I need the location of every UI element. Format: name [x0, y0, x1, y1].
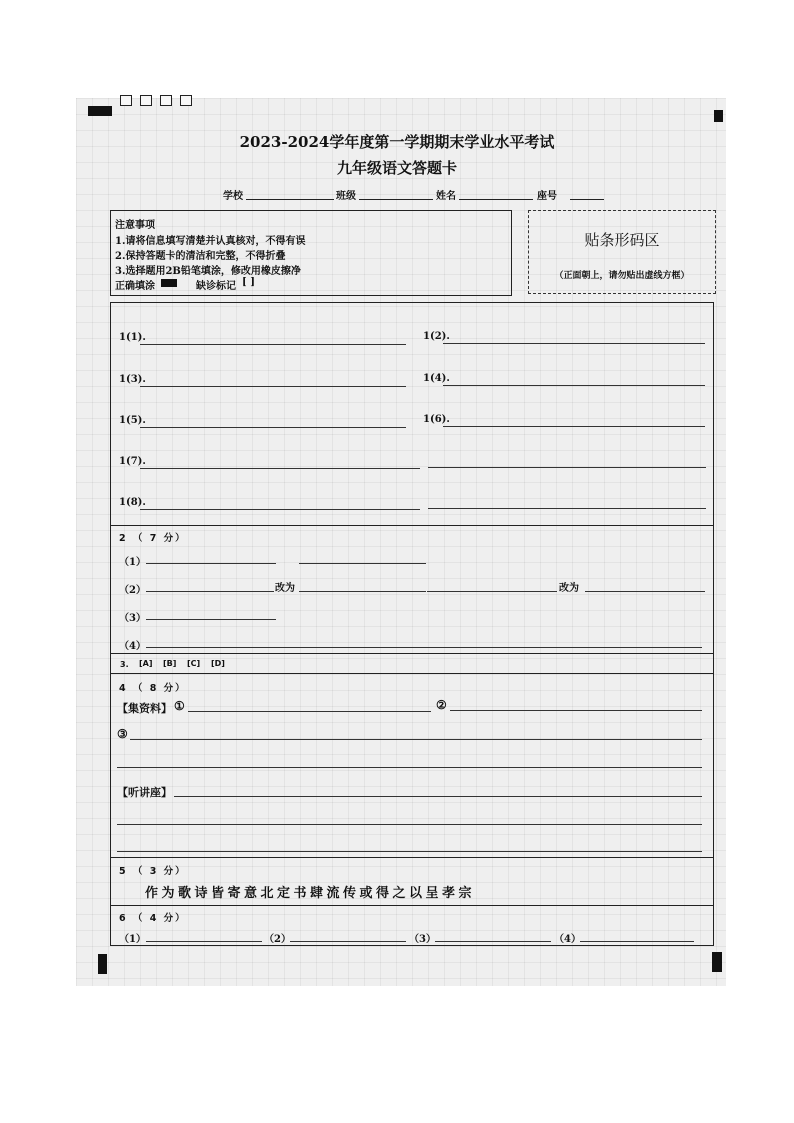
barcode-title: 贴条形码区 [584, 231, 660, 249]
correct-fill-label: 正确填涂 [115, 281, 155, 292]
q6-3-line[interactable] [435, 941, 551, 942]
q2-2-change-label-2: 改为 [559, 583, 579, 594]
q1-5-line[interactable] [140, 427, 406, 428]
q1-7-label: 1(7). [119, 456, 146, 467]
name-label: 姓名 [436, 191, 456, 202]
class-label: 班级 [336, 191, 356, 202]
q5-passage: 作为歌诗皆寄意北定书肆流传或得之以呈孝宗 [145, 886, 476, 901]
notice-heading: 注意事项 [115, 220, 155, 231]
notice-item: 3.选择题用2B铅笔填涂，修改用橡皮擦净 [115, 266, 301, 277]
q1-3-line[interactable] [140, 386, 406, 387]
q4-collect-line-4[interactable] [117, 767, 702, 768]
q6-4-line[interactable] [580, 941, 694, 942]
exam-title: 2023-2024学年度第一学期期末学业水平考试 [239, 133, 555, 151]
q4-lecture-label: 【听讲座】 [117, 786, 172, 799]
q1-8-line-b[interactable] [428, 508, 706, 509]
q2-2-line-c[interactable] [427, 591, 557, 592]
class-field[interactable] [359, 199, 433, 200]
notice-item: 1.请将信息填写清楚并认真核对，不得有误 [115, 236, 306, 247]
registration-mark-top-right [714, 110, 723, 122]
registration-mark-bottom-left [98, 954, 107, 974]
name-field[interactable] [459, 199, 533, 200]
section-divider [110, 857, 714, 858]
corner-square [120, 95, 132, 106]
q3-heading: 3. [120, 660, 129, 669]
school-label: 学校 [223, 191, 243, 202]
q5-heading: 5 （ 3 分） [119, 866, 187, 877]
q1-6-line[interactable] [443, 426, 705, 427]
q6-2-label: （2） [264, 934, 291, 945]
correct-fill-sample [161, 279, 177, 287]
q1-4-label: 1(4). [423, 373, 450, 384]
q4-collect-line-1[interactable] [188, 711, 431, 712]
q4-circle-3: ③ [117, 727, 128, 741]
q2-3-label: （3） [119, 613, 146, 624]
section-divider [110, 673, 714, 674]
q2-1-line-a[interactable] [146, 563, 276, 564]
q1-8-label: 1(8). [119, 497, 146, 508]
seat-field[interactable] [570, 199, 604, 200]
school-field[interactable] [246, 199, 334, 200]
q2-heading: 2 （ 7 分） [119, 533, 187, 544]
q6-2-line[interactable] [290, 941, 406, 942]
q1-8-line-a[interactable] [140, 509, 420, 510]
q4-collect-line-3[interactable] [130, 739, 702, 740]
q3-option-a[interactable]: [A] [139, 659, 153, 668]
section-divider [110, 905, 714, 906]
q2-2-change-label: 改为 [275, 583, 295, 594]
q3-option-d[interactable]: [D] [211, 659, 225, 668]
absent-mark-label: 缺诊标记 [196, 281, 236, 292]
q2-2-label: （2） [119, 585, 146, 596]
q4-lecture-line-2[interactable] [117, 824, 702, 825]
q4-collect-label: 【集资料】 [117, 702, 172, 715]
q2-4-label: （4） [119, 641, 146, 652]
q1-1-line[interactable] [140, 344, 406, 345]
q2-2-line-d[interactable] [585, 591, 705, 592]
corner-square [140, 95, 152, 106]
q1-2-line[interactable] [443, 343, 705, 344]
answer-frame [110, 302, 714, 946]
section-divider [110, 525, 714, 526]
q1-4-line[interactable] [443, 385, 705, 386]
q1-7-line-a[interactable] [140, 468, 420, 469]
seat-label: 座号 [537, 191, 557, 202]
q1-2-label: 1(2). [423, 331, 450, 342]
q4-heading: 4 （ 8 分） [119, 683, 187, 694]
notice-item: 2.保持答题卡的清洁和完整，不得折叠 [115, 251, 286, 262]
q1-5-label: 1(5). [119, 415, 146, 426]
q1-3-label: 1(3). [119, 374, 146, 385]
q4-lecture-line-1[interactable] [174, 796, 702, 797]
q3-option-b[interactable]: [B] [163, 659, 177, 668]
q2-1-line-b[interactable] [299, 563, 426, 564]
q2-2-line-b[interactable] [299, 591, 426, 592]
absent-mark-box[interactable]: [ ] [242, 277, 255, 288]
q6-3-label: （3） [409, 934, 436, 945]
card-subtitle: 九年级语文答题卡 [336, 159, 457, 177]
q1-1-label: 1(1). [119, 332, 146, 343]
q2-4-line[interactable] [146, 647, 702, 648]
q4-circle-2: ② [436, 698, 447, 712]
corner-square [160, 95, 172, 106]
q2-3-line[interactable] [146, 619, 276, 620]
q3-option-c[interactable]: [C] [187, 659, 201, 668]
q1-6-label: 1(6). [423, 414, 450, 425]
registration-mark-top-left [88, 106, 112, 116]
q2-2-line-a[interactable] [146, 591, 274, 592]
q4-lecture-line-3[interactable] [117, 851, 702, 852]
q4-circle-1: ① [174, 699, 185, 713]
section-divider [110, 653, 714, 654]
barcode-note: （正面朝上，请勿贴出虚线方框） [554, 271, 690, 281]
q1-7-line-b[interactable] [428, 467, 706, 468]
barcode-area [528, 210, 716, 294]
q6-1-label: （1） [119, 934, 146, 945]
q6-1-line[interactable] [146, 941, 262, 942]
q6-4-label: （4） [554, 934, 581, 945]
q4-collect-line-2[interactable] [450, 710, 702, 711]
q6-heading: 6 （ 4 分） [119, 913, 187, 924]
q2-1-label: （1） [119, 557, 146, 568]
registration-mark-bottom-right [712, 952, 722, 972]
corner-square [180, 95, 192, 106]
